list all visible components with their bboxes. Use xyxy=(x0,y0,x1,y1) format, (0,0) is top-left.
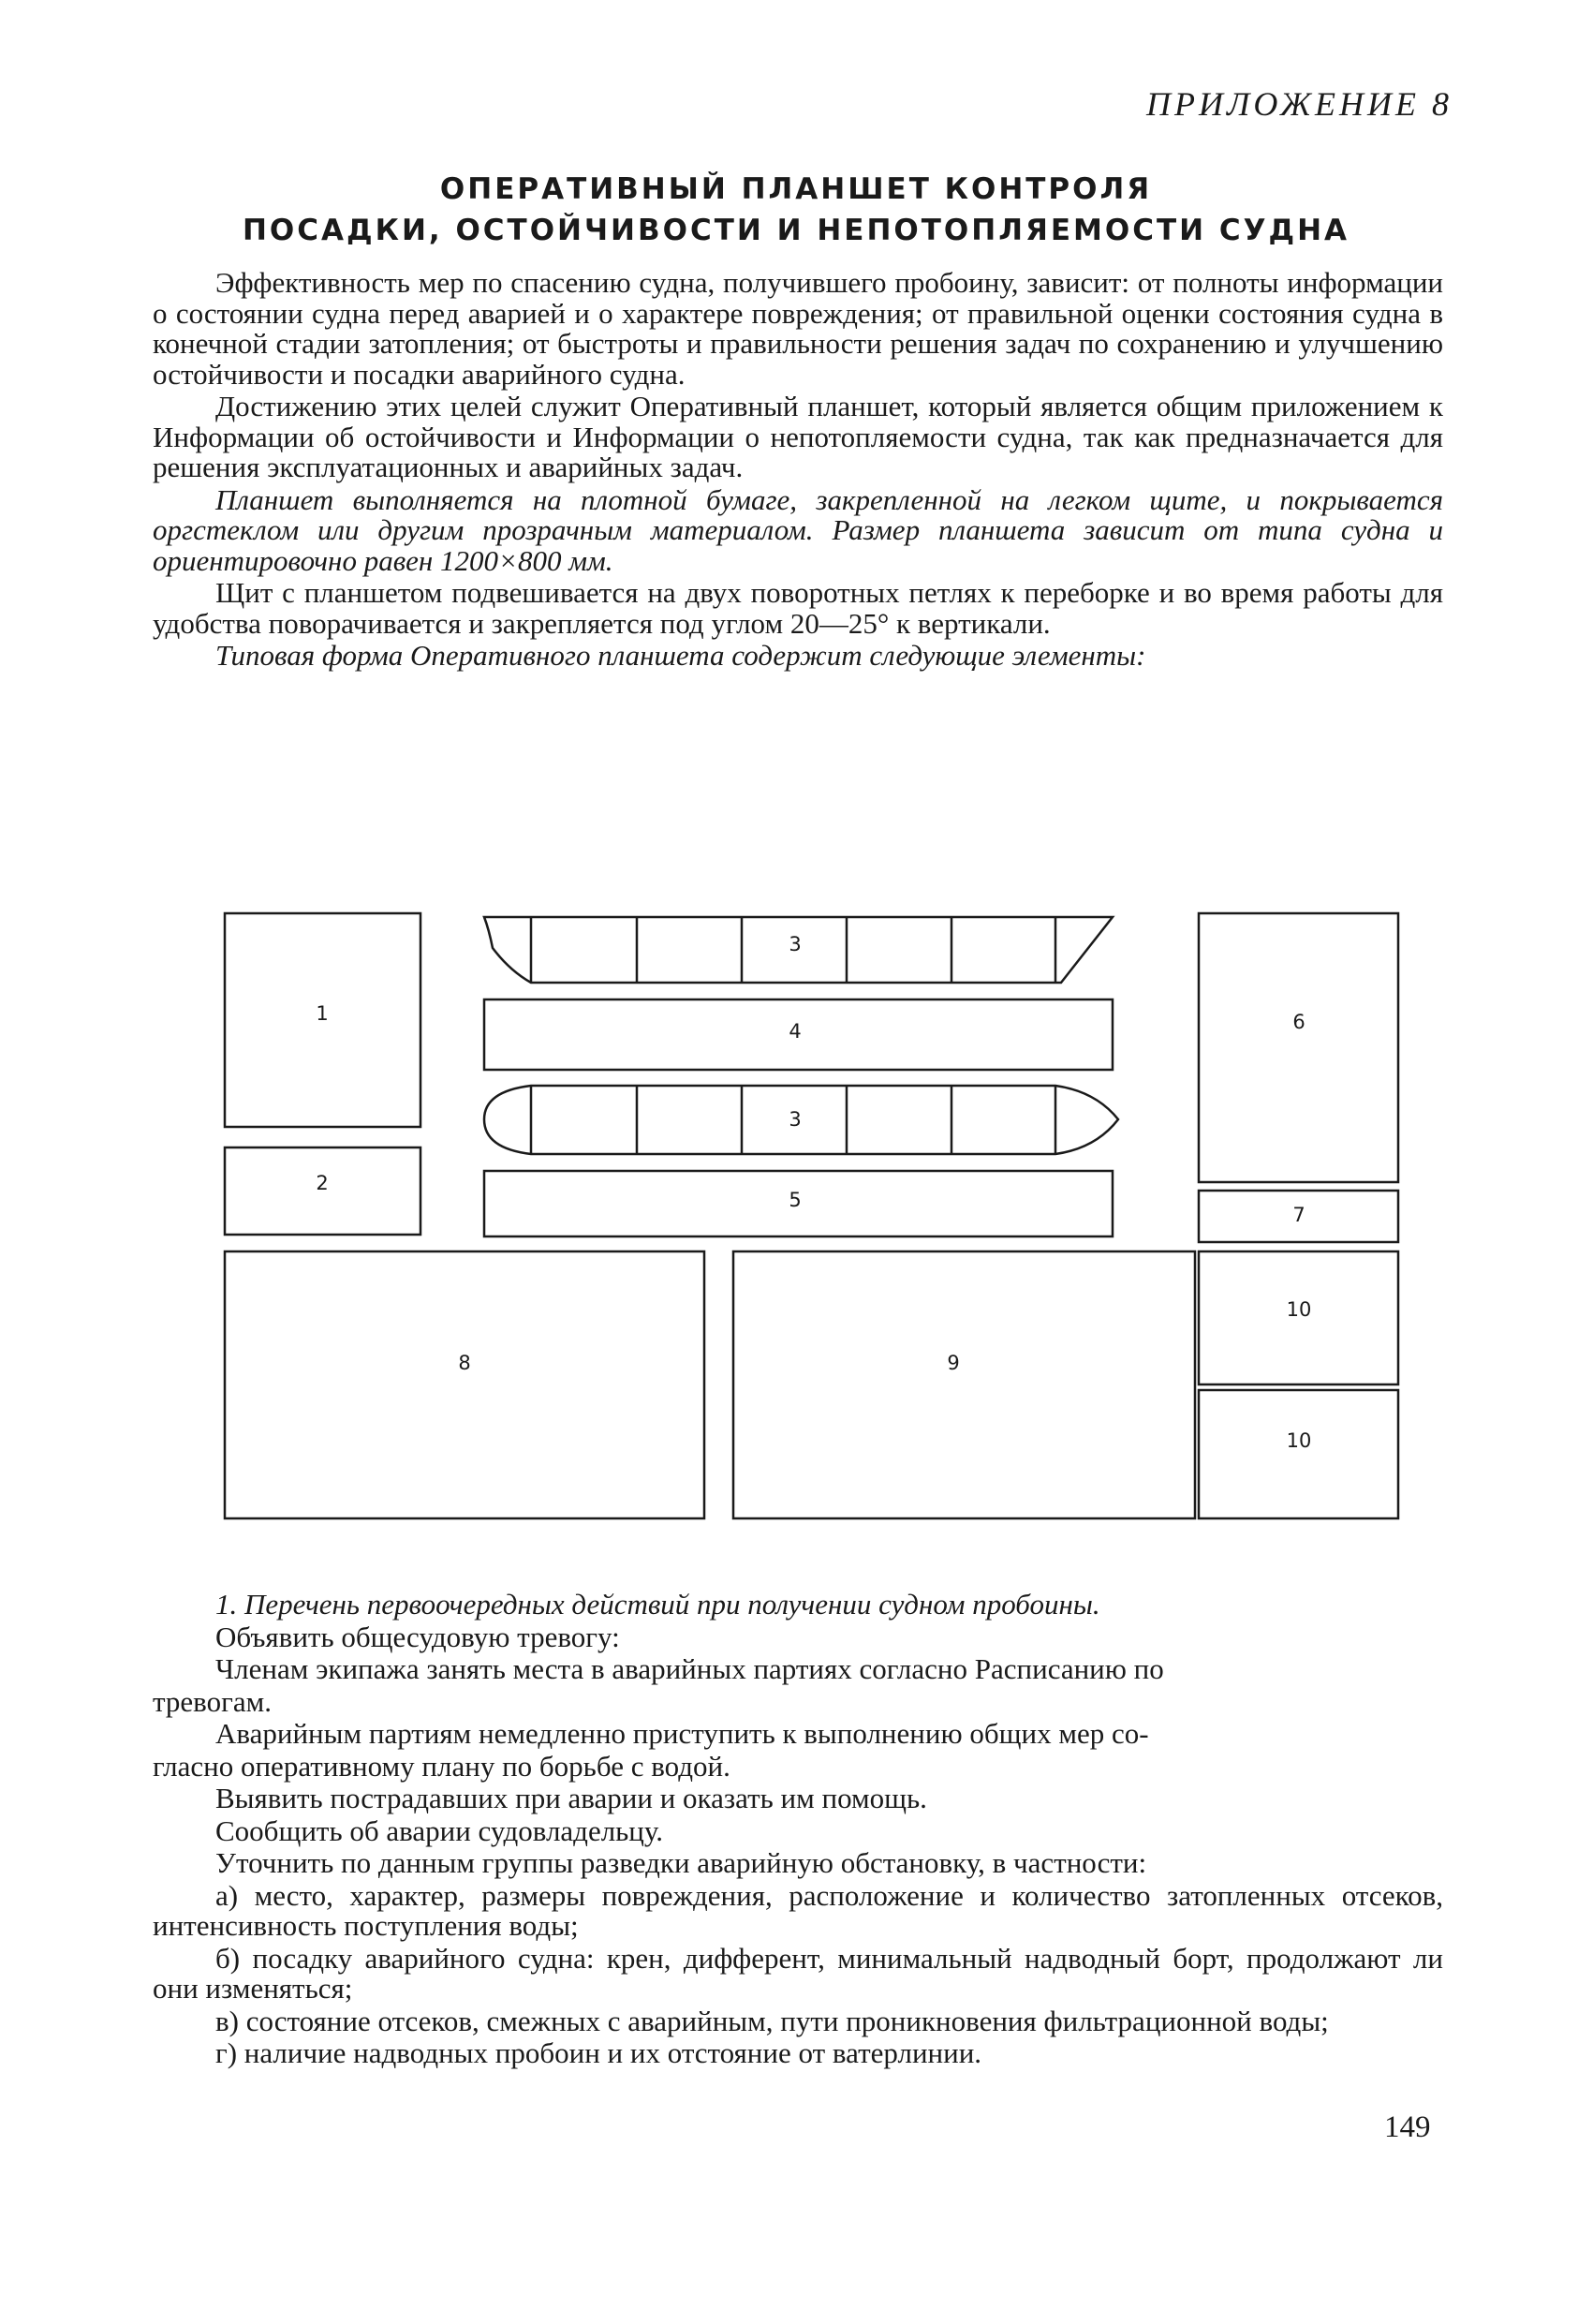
label-10-lower: 10 xyxy=(1286,1429,1312,1452)
title-line-2: ПОСАДКИ, ОСТОЙЧИВОСТИ И НЕПОТОПЛЯЕМОСТИ СУДНА xyxy=(242,214,1350,247)
list-item: Аварийным партиям немедленно приступить к выполнению общих мер со- xyxy=(215,1717,1149,1750)
intro-paragraph-3: Планшет выполняется на плотной бумаге, закрепленной на легком щите, и покрывается оргстеклом или другим прозрачным материалом. Размер планшета зависит от типа судна и ориентировочно равен 1200×800 мм. xyxy=(153,482,1443,577)
intro-text xyxy=(153,268,1443,674)
page-number: 149 xyxy=(1384,2110,1431,2144)
document-title xyxy=(225,169,1367,251)
label-10-upper: 10 xyxy=(1286,1298,1312,1321)
ship-plan xyxy=(484,1086,1118,1154)
strip-4 xyxy=(484,999,1113,1070)
block-9 xyxy=(733,1251,1195,1518)
list-item: Объявить общесудовую тревогу: xyxy=(215,1620,620,1653)
ship-profile xyxy=(484,917,1113,983)
list-item: Выявить пострадавших при аварии и оказать им помощь. xyxy=(215,1782,927,1814)
label-2: 2 xyxy=(316,1172,329,1194)
block-10-lower xyxy=(1199,1390,1398,1518)
sub-item-c: в) состояние отсеков, смежных с аварийным, пути проникновения фильтрационной воды; xyxy=(215,2004,1329,2037)
label-7: 7 xyxy=(1292,1204,1305,1226)
sub-item-b: б) посадку аварийного судна: крен, дифферент, минимальный надводный борт, продолжают ли они изменяться; xyxy=(153,1941,1443,2005)
label-1: 1 xyxy=(316,1002,329,1025)
intro-paragraph-4: Щит с планшетом подвешивается на двух поворотных петлях к переборке и во время работы для удобства поворачивается и закрепляется под углом 20—25° к вертикали. xyxy=(153,576,1443,640)
label-9: 9 xyxy=(947,1352,960,1374)
label-6: 6 xyxy=(1292,1011,1305,1033)
list-heading: 1. Перечень первоочередных действий при получении судном пробоины. xyxy=(215,1588,1100,1621)
label-8: 8 xyxy=(458,1352,471,1374)
list-item-continuation: тревогам. xyxy=(153,1684,272,1718)
sub-item-a: а) место, характер, размеры повреждения, расположение и количество затопленных отсеков, интенсивность поступления воды; xyxy=(153,1878,1443,1942)
label-5: 5 xyxy=(789,1189,802,1211)
sub-item-d: г) наличие надводных пробоин и их отстояние от ватерлинии. xyxy=(215,2036,982,2069)
action-list xyxy=(153,1590,1443,2071)
intro-paragraph-5: Типовая форма Оперативного планшета содержит следующие элементы: xyxy=(215,639,1146,672)
block-1 xyxy=(225,913,420,1127)
list-item: Сообщить об аварии судовладельцу. xyxy=(215,1813,664,1847)
block-10-upper xyxy=(1199,1251,1398,1384)
list-item-continuation: гласно оперативному плану по борьбе с водой. xyxy=(153,1749,730,1783)
intro-paragraph-1: Эффективность мер по спасению судна, получившего пробоину, зависит: от полноты информации о состоянии судна перед аварией и о характере повреждения; от правильной оценки состояния судна в конечной стадии затопления; от быстроты и правильности решения задач по сохранению и улучшению остойчивости и посадки аварийного судна. xyxy=(153,266,1443,391)
intro-paragraph-2: Достижению этих целей служит Оперативный планшет, который является общим приложением к Информации об остойчивости и Информации о непотопляемости судна, так как предназначается для решения эксплуатационных и аварийных задач. xyxy=(153,390,1443,483)
block-2 xyxy=(225,1147,420,1235)
label-4: 4 xyxy=(789,1020,802,1043)
list-item: Членам экипажа занять места в аварийных партиях согласно Расписанию по xyxy=(215,1652,1164,1685)
strip-5 xyxy=(484,1171,1113,1236)
label-3-plan: 3 xyxy=(789,1108,802,1131)
title-line-1: ОПЕРАТИВНЫЙ ПЛАНШЕТ КОНТРОЛЯ xyxy=(439,172,1153,206)
label-3-profile: 3 xyxy=(789,933,802,955)
block-7 xyxy=(1199,1191,1398,1242)
list-item: Уточнить по данным группы разведки аварийную обстановку, в частности: xyxy=(215,1846,1147,1879)
block-6 xyxy=(1199,913,1398,1182)
appendix-label: ПРИЛОЖЕНИЕ 8 xyxy=(1146,85,1453,123)
block-8 xyxy=(225,1251,704,1518)
